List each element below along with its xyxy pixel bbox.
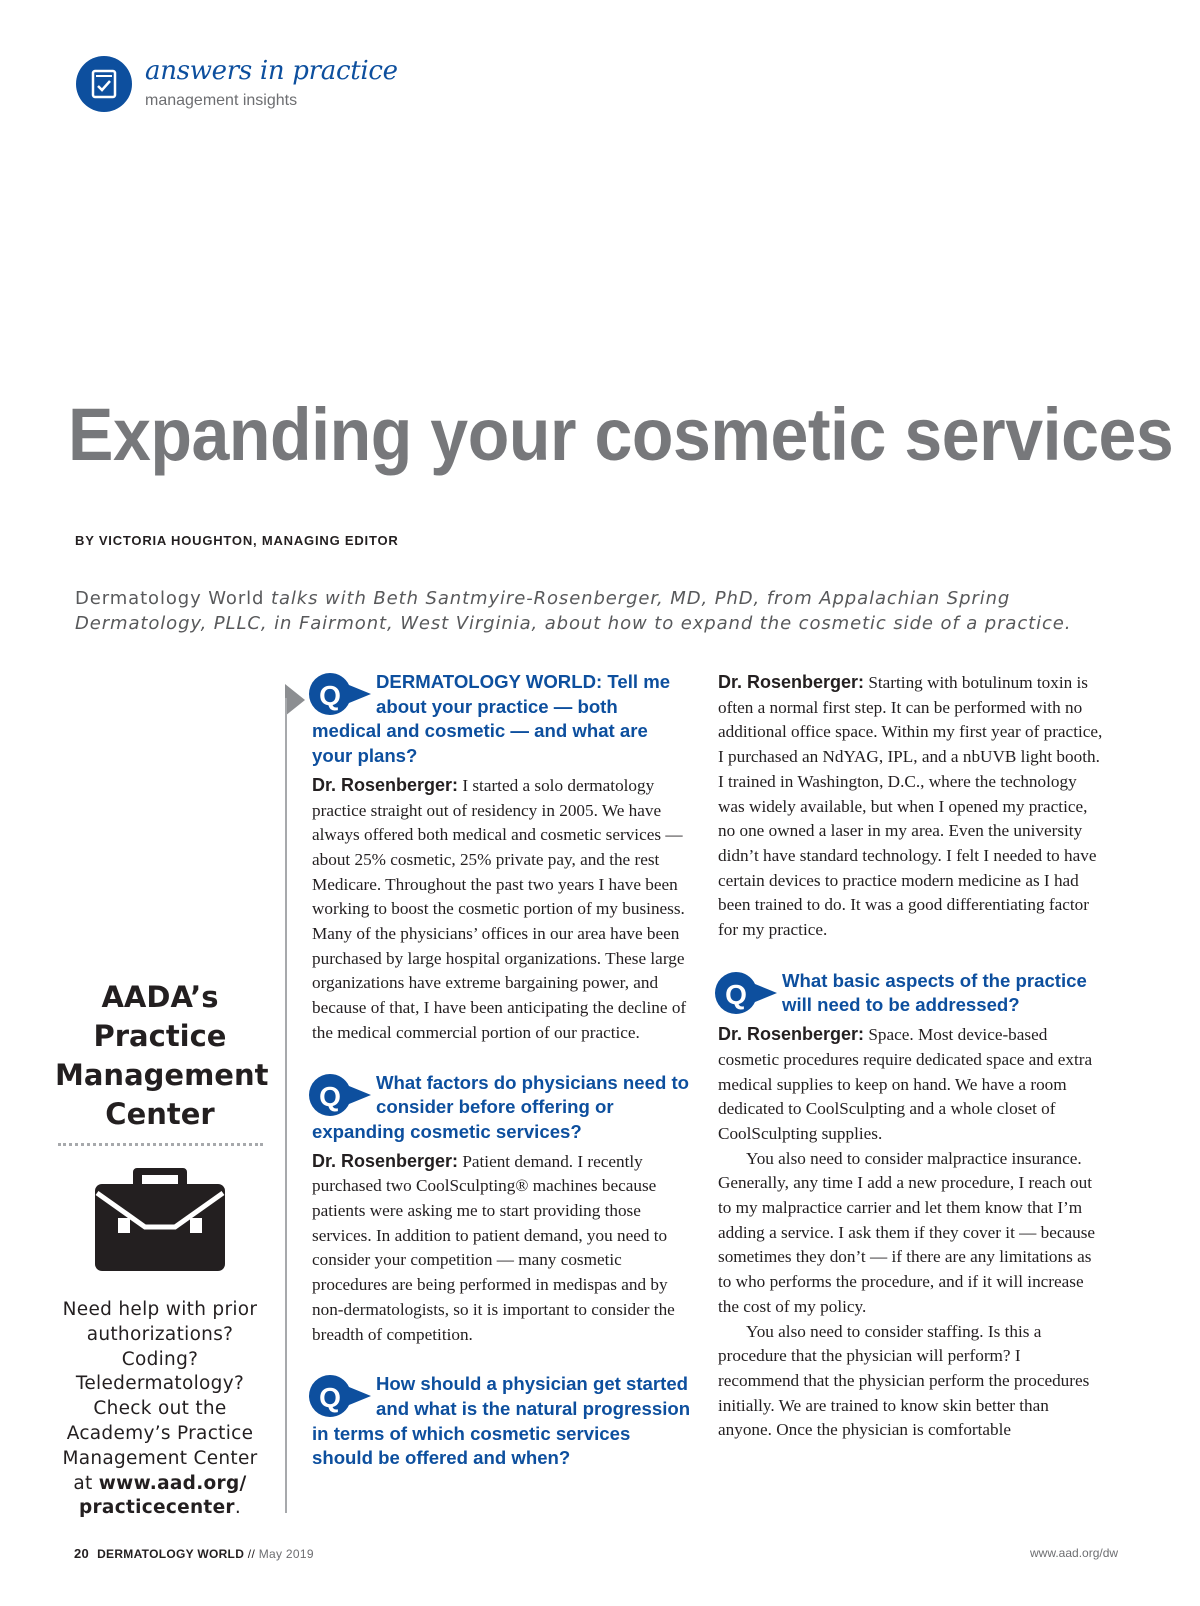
- answer-2: [312, 1149, 692, 1348]
- footer-left: [74, 1546, 314, 1561]
- question-4-text: What basic aspects of the practice will need to be addressed?: [782, 969, 1087, 1016]
- question-2: [312, 1071, 692, 1145]
- question-2-text: What factors do physicians need to consider before offering or expanding cosmetic services?: [312, 1071, 690, 1142]
- page-number: 20: [74, 1546, 90, 1561]
- sidebar-text: [55, 1298, 265, 1521]
- answer-1: [312, 773, 692, 1046]
- answer-4-text: Space. Most device-based cosmetic procedures require dedicated space and extra medical supplies to keep on hand. We have a room dedicated to CoolSculpting and a whole closet of CoolSculpting supplies.: [718, 1025, 1093, 1143]
- sidebar-divider: [285, 698, 287, 1513]
- byline: BY VICTORIA HOUGHTON, MANAGING EDITOR: [75, 533, 399, 548]
- column-middle: [312, 670, 692, 1471]
- answer-3-text: Starting with botulinum toxin is often a normal first step. It can be performed with no additional office space. Within my first year of practice, I purchased an NdYAG, IPL, and a nbUVB light booth. I trained in Washington, D.C., where the technology was widely available, but when I opened my practice, no one owned a laser in my area. Even the university didn’t have standard technology. I felt I needed to have certain devices to practice modern medicine as I had been trained to do. It was a good differentiating factor for my practice.: [718, 673, 1103, 940]
- briefcase-icon: [95, 1164, 225, 1271]
- answer-1-text: I started a solo dermatology practice straight out of residency in 2005. We have always offered both medical and cosmetic services — about 25% cosmetic, 25% private pay, and the rest Medicare. Throughout the past two years I have been working to boost the cosmetic portion of my business. Many of the physicians’ offices in our area have been purchased by large hospital organizations. These large organizations have extreme bargaining power, and because of that, I have been anticipating the decline of the medical commercial portion of our practice.: [312, 775, 687, 1042]
- footer-separator: //: [244, 1547, 259, 1561]
- sidebar-end: .: [234, 1497, 242, 1519]
- dek-publication: Dermatology World: [75, 588, 265, 609]
- answer-3: [718, 670, 1103, 943]
- answer-4-paragraph-3: You also need to consider staffing. Is this a procedure that the physician will perform? I recommend that the physician perform the procedures initially. We are trained to know skin better than anyone. Once the physician is comfortable: [718, 1321, 1090, 1440]
- sidebar-dotted-rule: [58, 1143, 263, 1146]
- dek-text: talks with Beth Santmyire-Rosenberger, MD, PhD, from Appalachian Spring Dermatology, PLLC, in Fairmont, West Virginia, about how to expand the cosmetic side of a practice.: [75, 588, 1072, 634]
- answer-4: [718, 1022, 1103, 1147]
- article-dek: [75, 586, 1135, 636]
- q-letter: Q: [319, 1382, 341, 1414]
- answer-2-text: Patient demand. I recently purchased two CoolSculpting® machines because patients were asking me to start providing those services. In addition to patient demand, you need to consider your competition — many cosmetic procedures are being performed in medispas and by non-dermatologists, so it is important to consider the breadth of competition.: [312, 1151, 675, 1344]
- speaker-label: Dr. Rosenberger:: [312, 774, 459, 795]
- q-bubble-icon: [308, 1372, 374, 1422]
- speaker-label: Dr. Rosenberger:: [312, 1150, 459, 1171]
- footer-url[interactable]: www.aad.org/dw: [1030, 1546, 1119, 1560]
- q-bubble-icon: [308, 670, 374, 720]
- q-bubble-icon: [714, 969, 780, 1019]
- checklist-icon: [76, 56, 132, 112]
- question-3-text: How should a physician get started and what is the natural progression in terms of which cosmetic services should be offered and when?: [312, 1373, 691, 1469]
- section-title: answers in practice: [145, 56, 398, 86]
- issue-date: May 2019: [258, 1547, 314, 1561]
- question-1-text: DERMATOLOGY WORLD: Tell me about your practice — both medical and cosmetic — and what are your plans?: [312, 671, 671, 767]
- speaker-label: Dr. Rosenberger:: [718, 1024, 865, 1045]
- column-right: [718, 670, 1103, 1443]
- q-letter: Q: [725, 978, 747, 1010]
- practice-center-link[interactable]: www.aad.org/ practicecenter: [78, 1472, 247, 1519]
- question-4: [718, 969, 1103, 1018]
- sidebar-arrow: [285, 684, 305, 716]
- sidebar-title: AADA’s Practice Management Center: [55, 980, 269, 1131]
- q-letter: Q: [319, 1080, 341, 1112]
- article-headline: Expanding your cosmetic services: [68, 393, 1174, 476]
- q-letter: Q: [319, 680, 341, 711]
- answer-4-paragraph-2: You also need to consider malpractice insurance. Generally, any time I add a new procedure, I reach out to my malpractice carrier and let them know that I’m adding a service. I ask them if they cover it — because sometimes they don’t — if there are any limitations as to who performs the procedure, and if it will increase the cost of my policy.: [718, 1148, 1096, 1316]
- speaker-label: Dr. Rosenberger:: [718, 672, 865, 692]
- magazine-name: DERMATOLOGY WORLD: [97, 1547, 245, 1561]
- question-1: [312, 670, 692, 769]
- q-bubble-icon: [308, 1071, 374, 1121]
- section-badge: [76, 56, 132, 112]
- section-subtitle: management insights: [145, 92, 298, 109]
- question-3: [312, 1372, 692, 1471]
- sidebar-body: Need help with prior authorizations? Coding? Teledermatology? Check out the Academy’s Practice Management Center at: [62, 1299, 258, 1494]
